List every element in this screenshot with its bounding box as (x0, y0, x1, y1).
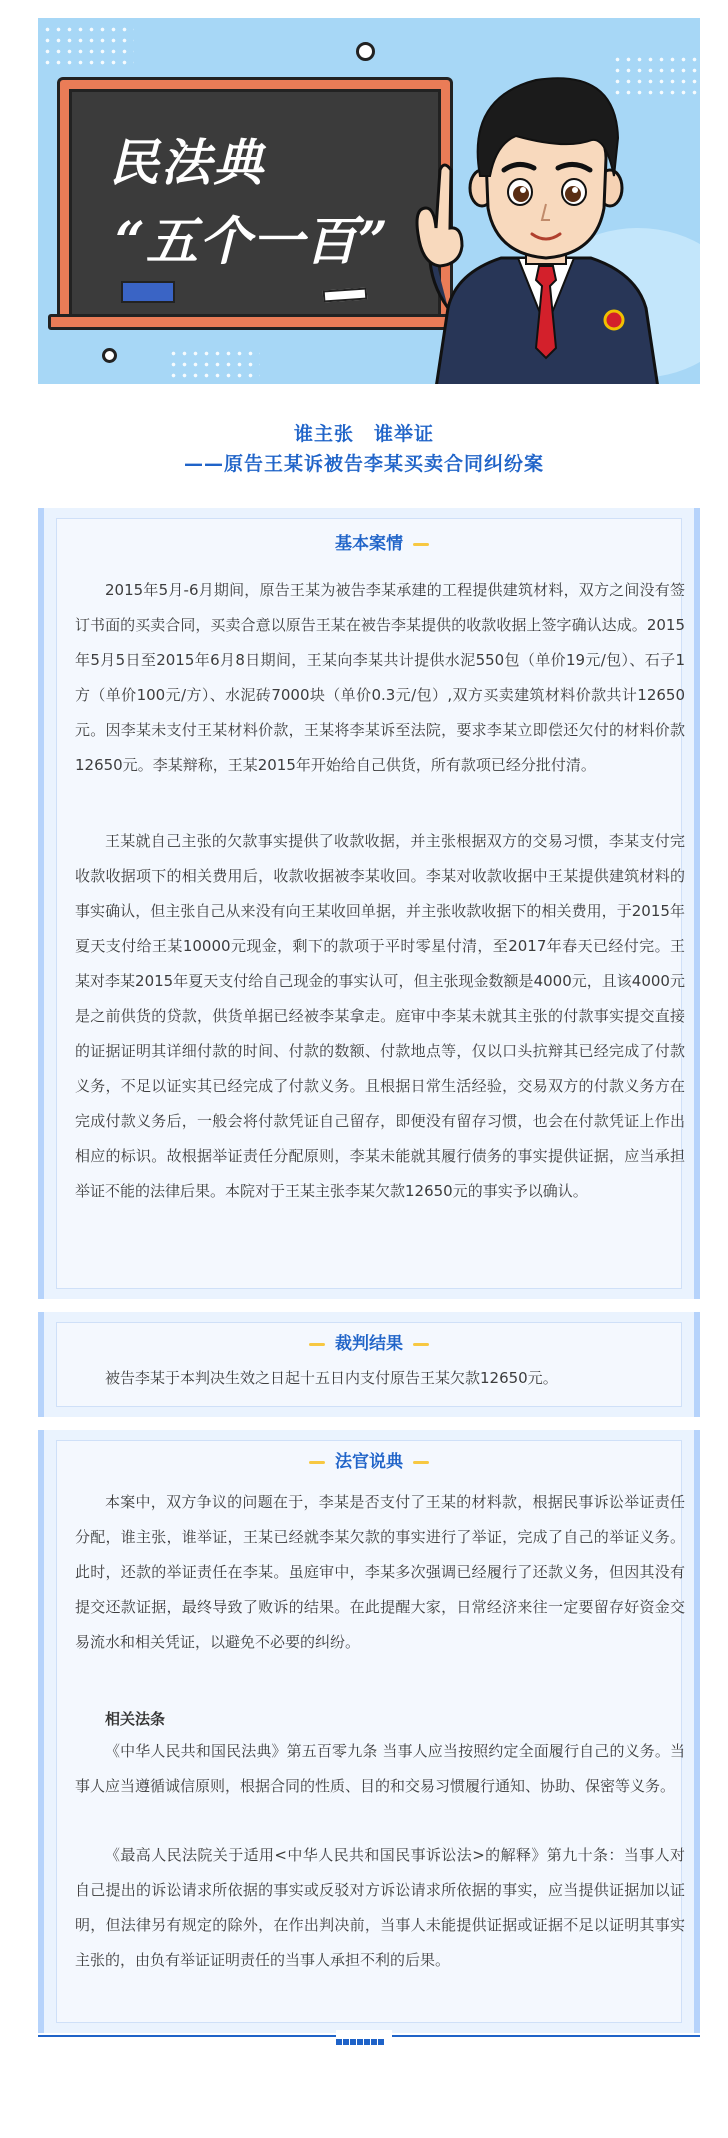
dot-pattern (42, 24, 134, 68)
judgment-section (38, 1312, 700, 1417)
section-heading (57, 1329, 681, 1354)
footer-dots-decoration (336, 2030, 392, 2042)
paragraph: 王某就自己主张的欠款事实提供了收款收据，并主张根据双方的交易习惯，李某支付完收款收据项下的相关费用后，收款收据被李某收回。李某对收款收据中王某提供建筑材料的事实确认，但主张自己从来没有向王某收回单据，并主张收款收据下的相关费用，于2015年夏天支付给王某10000元现金，剩下的款项于平时零星付清，至2017年春天已经付完。王某对李某2015年夏天支付给自己现金的事实认可，但主张现金数额是4000元，且该4000元是之前供货的贷款，供货单据已经被李某拿走。庭审中李某未就其主张的付款事实提交直接的证据证明其详细付款的时间、付款的数额、付款地点等，仅以口头抗辩其已经完成了付款义务，不足以证实其已经完成了付款义务。且根据日常生活经验，交易双方的付款义务方在完成付款义务后，一般会将付款凭证自己留存，即便没有留存习惯，也会在付款凭证上作出相应的标识。故根据举证责任分配原则，李某未能就其履行债务的事实提供证据，应当承担举证不能的法律后果。本院对于王某主张李某欠款12650元的事实予以确认。 (75, 832, 685, 1200)
dot (378, 2039, 384, 2045)
right-accent-bar (694, 1430, 700, 2033)
article-subtitle: ——原告王某诉被告李某买卖合同纠纷案 (183, 453, 544, 475)
section-heading (57, 1447, 681, 1472)
section-heading-text: 法官说典 (335, 1452, 403, 1472)
judgment-text: 被告李某于本判决生效之日起十五日内支付原告王某欠款12650元。 (105, 1369, 558, 1387)
judge-explains-section (38, 1430, 700, 2033)
judge-character-icon (396, 58, 696, 384)
dot (364, 2039, 370, 2045)
right-accent-bar (694, 1312, 700, 1417)
chalkboard-ledge (48, 314, 452, 330)
right-accent-bar (694, 508, 700, 1299)
heading-dash-left (309, 543, 325, 546)
dot (336, 2039, 342, 2045)
heading-dash-left (309, 1343, 325, 1346)
basic-facts-section (38, 508, 700, 1299)
paragraph: 本案中，双方争议的问题在于，李某是否支付了王某的材料款，根据民事诉讼举证责任分配，谁主张，谁举证，王某已经就李某欠款的事实进行了举证，完成了自己的举证义务。此时，还款的举证责任在李某。虽庭审中，李某多次强调已经履行了还款义务，但因其没有提交还款证据，最终导致了败诉的结果。在此提醒大家，日常经济来往一定要留存好资金交易流水和相关凭证，以避免不必要的纠纷。 (75, 1493, 685, 1651)
related-laws-heading: 相关法条 (105, 1710, 166, 1728)
section-heading-text: 基本案情 (335, 534, 403, 554)
left-accent-bar (38, 1312, 44, 1417)
heading-dash-right (413, 543, 429, 546)
chalk-icon (323, 287, 368, 302)
board-title: 民法典 (109, 133, 265, 192)
eraser-icon (121, 281, 175, 303)
ring-decoration (102, 348, 117, 363)
section-panel (56, 1440, 685, 2023)
section-panel (56, 518, 685, 1289)
section-panel (56, 1322, 682, 1407)
board-subtitle: “五个一百” (115, 211, 389, 272)
dot (357, 2039, 363, 2045)
article-title: 谁主张 谁举证 (293, 423, 434, 445)
law-article: 《中华人民共和国民法典》第五百零九条 当事人应当按照约定全面履行自己的义务。当事人应当遵循诚信原则，根据合同的性质、目的和交易习惯履行通知、协助、保密等义务。 (75, 1742, 685, 1795)
dot (371, 2039, 377, 2045)
ring-decoration (356, 42, 375, 61)
law-article: 《最高人民法院关于适用<中华人民共和国民事诉讼法>的解释》第九十条：当事人对自己提出的诉讼请求所依据的事实或反驳对方诉讼请求所依据的事实，应当提供证据加以证明，但法律另有规定的除外，在作出判决前，当事人未能提供证据或证据不足以证明其事实主张的，由负有举证证明责任的当事人承担不利的后果。 (75, 1846, 685, 1969)
chalkboard (60, 80, 450, 326)
left-accent-bar (38, 1430, 44, 2033)
heading-dash-left (309, 1461, 325, 1464)
dot (343, 2039, 349, 2045)
section-heading (57, 529, 681, 554)
heading-dash-right (413, 1461, 429, 1464)
heading-dash-right (413, 1343, 429, 1346)
banner-illustration (38, 18, 700, 384)
paragraph: 2015年5月-6月期间，原告王某为被告李某承建的工程提供建筑材料，双方之间没有签订书面的买卖合同，买卖合意以原告王某在被告李某提供的收款收据上签字确认达成。2015年5月5日至2015年6月8日期间，王某向李某共计提供水泥550包（单价19元/包）、石子1方（单价100元/方）、水泥砖7000块（单价0.3元/包）,双方买卖建筑材料价款共计12650元。因李某未支付王某材料价款，王某将李某诉至法院，要求李某立即偿还欠付的材料价款12650元。李某辩称，王某2015年开始给自己供货，所有款项已经分批付清。 (75, 581, 685, 774)
dot-pattern (168, 348, 260, 378)
left-accent-bar (38, 508, 44, 1299)
dot (350, 2039, 356, 2045)
section-heading-text: 裁判结果 (335, 1334, 403, 1354)
